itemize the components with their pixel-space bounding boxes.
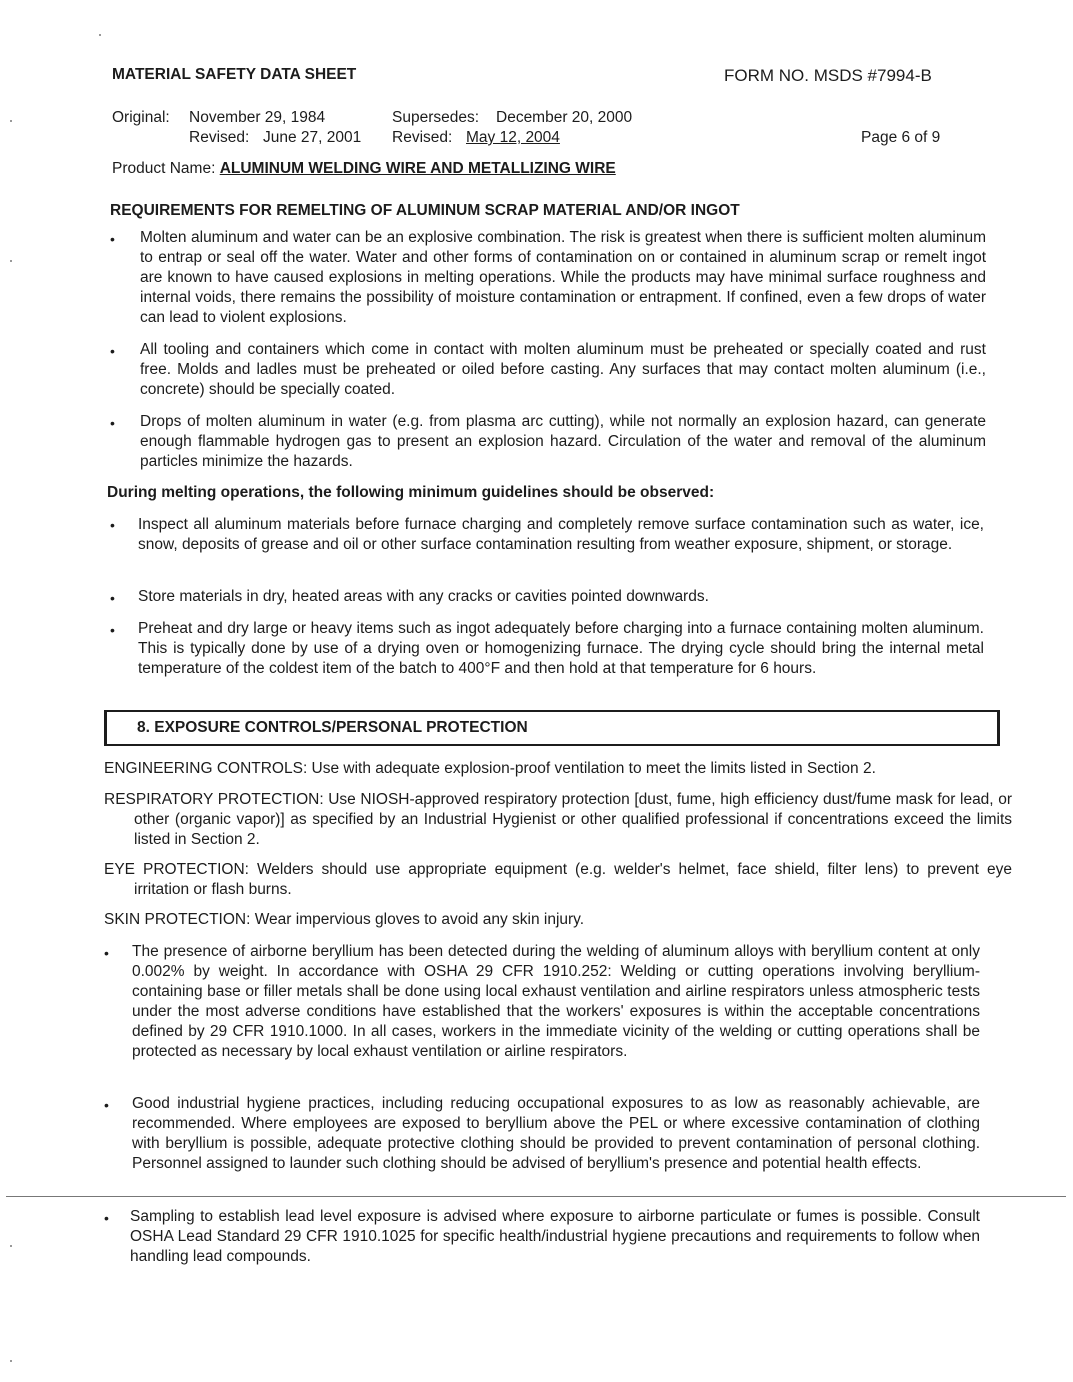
bullet-glyph: • bbox=[110, 343, 115, 359]
remelting-bullet-3: Drops of molten aluminum in water (e.g. from plasma arc cutting), while not normally an explosion hazard, can generate enough flammable hydrogen gas to present an explosion hazard. Circulation of the water and removal of the aluminum particles minimize the hazards. bbox=[140, 413, 986, 470]
section-8-heading: 8. EXPOSURE CONTROLS/PERSONAL PROTECTION bbox=[137, 719, 528, 736]
bullet-glyph: • bbox=[104, 1097, 109, 1113]
scan-divider-line bbox=[6, 1196, 1066, 1197]
respiratory-protection: RESPIRATORY PROTECTION: Use NIOSH-approved respiratory protection [dust, fume, high efficiency dust/fume mask for lead, or other (organic vapor)] as specified by an Industrial Hygienist or other qualified professional if concentrations exceed the limits listed in Section 2. bbox=[104, 791, 1012, 848]
bullet-glyph: • bbox=[110, 231, 115, 247]
scan-speck bbox=[10, 1245, 12, 1247]
form-number: FORM NO. MSDS #7994-B bbox=[724, 66, 932, 85]
revised-date-1: June 27, 2001 bbox=[263, 129, 362, 146]
bullet-glyph: • bbox=[110, 415, 115, 431]
bullet-glyph: • bbox=[104, 1210, 109, 1226]
remelting-bullet-1: Molten aluminum and water can be an explosive combination. The risk is greatest when there is sufficient molten aluminum to entrap or seal off the water. Water and other forms of contamination on or contained in aluminum scrap or remelt ingot are known to have caused explosions in melting operations. While the products may have minimal surface roughness and internal voids, there remains the possibility of moisture contamination or entrapment. If confined, even a few drops of water can lead to violent explosions. bbox=[140, 229, 986, 326]
section-8-header-box bbox=[104, 710, 1000, 746]
scan-speck bbox=[10, 260, 12, 262]
bullet-glyph: • bbox=[110, 590, 115, 606]
bullet-glyph: • bbox=[104, 945, 109, 961]
melting-bullet-2: Store materials in dry, heated areas with any cracks or cavities pointed downwards. bbox=[138, 588, 709, 605]
revised-date-2: May 12, 2004 bbox=[466, 129, 560, 146]
page-number: Page 6 of 9 bbox=[861, 129, 941, 146]
product-name: ALUMINUM WELDING WIRE AND METALLIZING WIRE bbox=[219, 160, 616, 177]
revised-label-2: Revised: bbox=[392, 129, 453, 146]
original-date: November 29, 1984 bbox=[189, 109, 326, 126]
scan-speck bbox=[10, 1360, 12, 1362]
bullet-glyph: • bbox=[110, 517, 115, 533]
product-name-line bbox=[112, 160, 616, 178]
melting-bullet-3: Preheat and dry large or heavy items such as ingot adequately before charging into a furnace containing molten aluminum. This is typically done by use of a drying oven or homogenizing furnace. The drying cycle should bring the internal metal temperature of the coldest item of the batch to 400°F and then hold at that temperature for 6 hours. bbox=[138, 620, 984, 677]
skin-protection: SKIN PROTECTION: Wear impervious gloves to avoid any skin injury. bbox=[104, 911, 585, 928]
product-label: Product Name: bbox=[112, 160, 216, 177]
lead-sampling-bullet: Sampling to establish lead level exposure is advised where exposure to airborne particulate or fumes is possible. Consult OSHA Lead Standard 29 CFR 1910.1025 for specific health/industrial hygiene precautions and requirements to follow when handling lead compounds. bbox=[130, 1208, 980, 1265]
hygiene-bullet: Good industrial hygiene practices, including reducing occupational exposures to as low as reasonably achievable, are recommended. Where employees are exposed to beryllium above the PEL or where excessive contamination of clothing with beryllium is possible, adequate protective clothing should be provided to prevent contamination of personal clothing. Personnel assigned to launder such clothing should be advised of beryllium's presence and potential health effects. bbox=[132, 1095, 980, 1172]
supersedes-label: Supersedes: bbox=[392, 109, 480, 126]
remelting-bullet-2: All tooling and containers which come in contact with molten aluminum must be preheated or specially coated and rust free. Molds and ladles must be preheated or oiled before casting. Any surfaces that may contact molten aluminum (i.e., concrete) should be specially coated. bbox=[140, 341, 986, 398]
engineering-controls: ENGINEERING CONTROLS: Use with adequate explosion-proof ventilation to meet the limits listed in Section 2. bbox=[104, 760, 876, 777]
melting-bullet-1: Inspect all aluminum materials before furnace charging and completely remove surface contamination such as water, ice, snow, deposits of grease and oil or other surface contamination resulting from weather exposure, shipment, or storage. bbox=[138, 516, 984, 553]
revised-label-1: Revised: bbox=[189, 129, 250, 146]
beryllium-bullet: The presence of airborne beryllium has been detected during the welding of aluminum alloys with beryllium content at only 0.002% by weight. In accordance with OSHA 29 CFR 1910.252: Welding or cutting operations involving beryllium-containing base or filler metals shall be done using local exhaust ventilation and airline respirators unless atmospheric tests under the most adverse conditions have established that the workers' exposures is within the acceptable concentrations defined by 29 CFR 1910.1000. In all cases, workers in the immediate vicinity of the welding or cutting operations shall be protected as necessary by local exhaust ventilation or airline respirators. bbox=[132, 943, 980, 1060]
remelting-heading: REQUIREMENTS FOR REMELTING OF ALUMINUM SCRAP MATERIAL AND/OR INGOT bbox=[110, 202, 740, 219]
bullet-glyph: • bbox=[110, 622, 115, 638]
eye-protection: EYE PROTECTION: Welders should use appropriate equipment (e.g. welder's helmet, face shield, filter lens) to prevent eye irritation or flash burns. bbox=[104, 861, 1012, 898]
scan-speck bbox=[10, 120, 12, 122]
melting-heading: During melting operations, the following minimum guidelines should be observed: bbox=[107, 484, 715, 501]
scan-speck bbox=[99, 34, 101, 36]
document-title: MATERIAL SAFETY DATA SHEET bbox=[112, 66, 357, 83]
supersedes-date: December 20, 2000 bbox=[496, 109, 633, 126]
original-label: Original: bbox=[112, 109, 170, 126]
